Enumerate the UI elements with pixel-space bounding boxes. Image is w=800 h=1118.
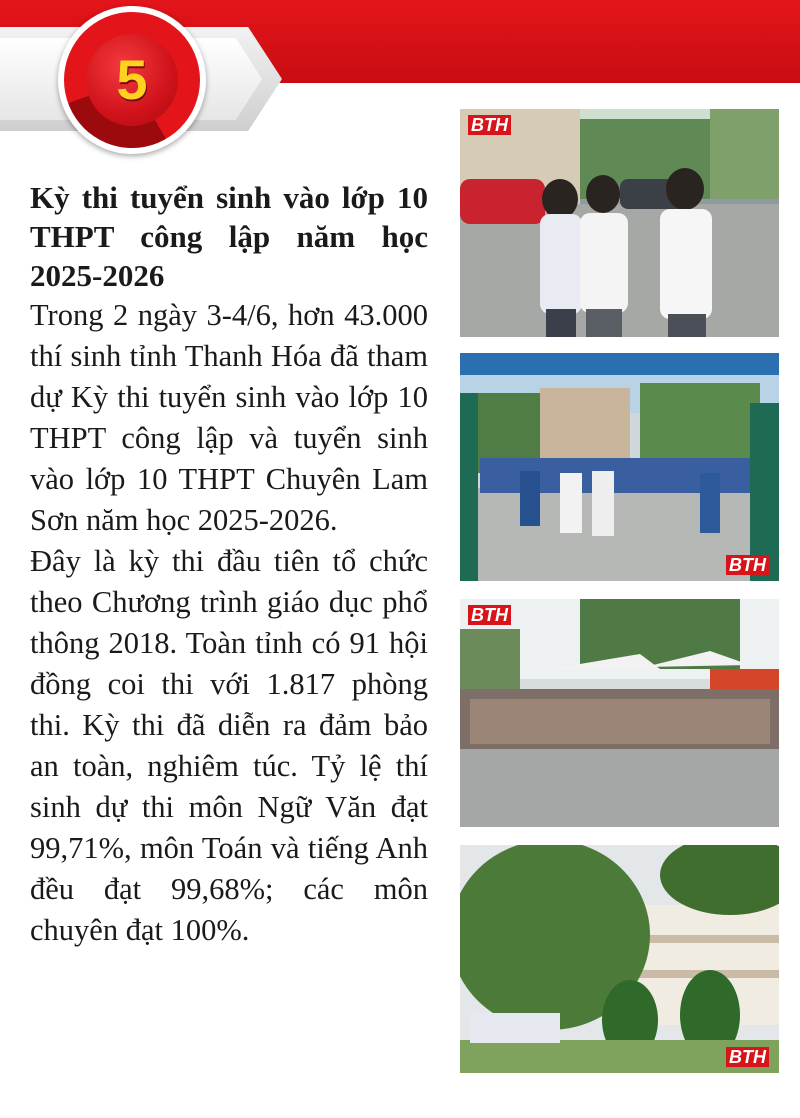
badge-core <box>86 34 178 126</box>
article <box>30 178 428 951</box>
article-paragraph-2: Đây là kỳ thi đầu tiên tổ chức theo Chương trình giáo dục phổ thông 2018. Toàn tỉnh có 91 hội đồng coi thi với 1.817 phòng thi. Kỳ thi đã diễn ra đảm bảo an toàn, nghiêm túc. Tỷ lệ thí sinh dự thi môn Ngữ Văn đạt 99,71%, môn Toán và tiếng Anh đều đạt 99,68%; các môn chuyên đạt 100%. <box>30 544 428 947</box>
photo-students-street <box>460 109 779 337</box>
section-number: 5 <box>116 48 148 111</box>
photo-2-illustration <box>460 353 779 581</box>
article-title: Kỳ thi tuyển sinh vào lớp 10 THPT công lập năm học 2025-2026 <box>30 180 428 293</box>
photo-4-logo: BTH <box>726 1047 769 1067</box>
photo-4-illustration <box>460 845 779 1073</box>
photo-school-building <box>460 845 779 1073</box>
photo-1-logo: BTH <box>468 115 511 135</box>
photo-parents-waiting <box>460 599 779 827</box>
photo-3-logo: BTH <box>468 605 511 625</box>
article-paragraph-1: Trong 2 ngày 3-4/6, hơn 43.000 thí sinh tỉnh Thanh Hóa đã tham dự Kỳ thi tuyển sinh vào lớp 10 THPT công lập và tuyển sinh vào lớp 10 THPT Chuyên Lam Sơn năm học 2025-2026. <box>30 298 428 537</box>
photo-2-logo: BTH <box>726 555 769 575</box>
photo-school-gate <box>460 353 779 581</box>
photo-3-illustration <box>460 599 779 827</box>
photo-1-illustration <box>460 109 779 337</box>
